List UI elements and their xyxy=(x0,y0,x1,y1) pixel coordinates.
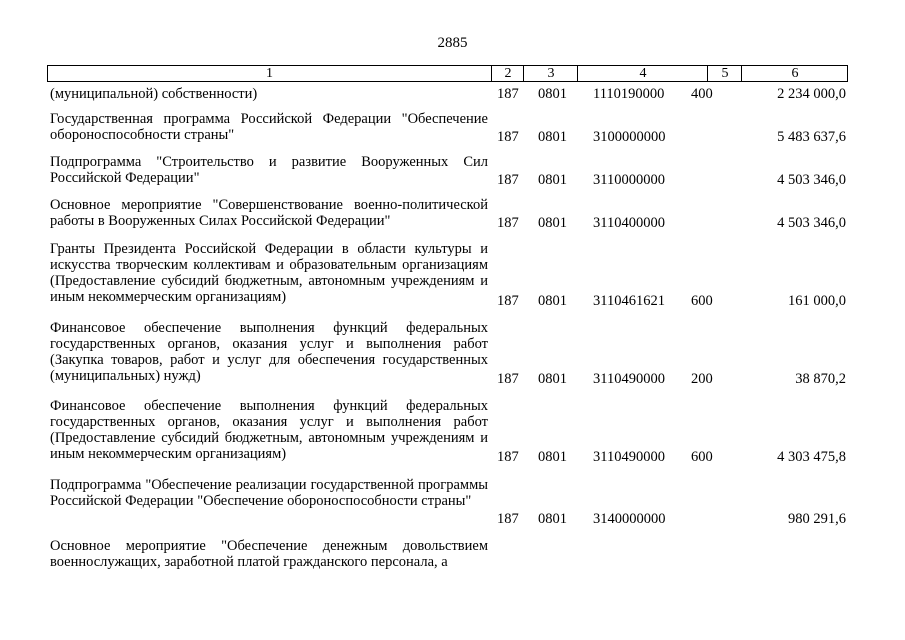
cell-col5: 600 xyxy=(691,293,713,309)
row-description: Основное мероприятие "Обеспечение денежным довольствием военнослужащих, заработной платой гражданского персонала, а xyxy=(50,538,488,570)
column-header-4: 4 xyxy=(577,66,708,81)
cell-col6: 4 503 346,0 xyxy=(777,215,846,231)
row-description: Финансовое обеспечение выполнения функций федеральных государственных органов, оказания услуг и выполнения работ (Закупка товаров, работ и услуг для обеспечения государственных (муниципальных) нужд) xyxy=(50,320,488,384)
cell-col3: 0801 xyxy=(538,129,567,145)
row-description: (муниципальной) собственности) xyxy=(50,86,258,102)
page-number: 2885 xyxy=(437,35,468,51)
cell-col3: 0801 xyxy=(538,511,567,527)
cell-col6: 161 000,0 xyxy=(788,293,846,309)
cell-col4: 3110490000 xyxy=(593,371,665,387)
cell-col2: 187 xyxy=(497,172,519,188)
cell-col4: 1110190000 xyxy=(593,86,665,102)
cell-col5: 400 xyxy=(691,86,713,102)
column-header-5: 5 xyxy=(707,66,742,81)
cell-col5: 200 xyxy=(691,371,713,387)
cell-col2: 187 xyxy=(497,129,519,145)
cell-col3: 0801 xyxy=(538,371,567,387)
cell-col2: 187 xyxy=(497,371,519,387)
column-header-2: 2 xyxy=(491,66,524,81)
column-header-6: 6 xyxy=(741,66,848,81)
cell-col3: 0801 xyxy=(538,449,567,465)
cell-col6: 38 870,2 xyxy=(795,371,846,387)
cell-col6: 2 234 000,0 xyxy=(777,86,846,102)
row-description: Государственная программа Российской Федерации "Обеспечение обороноспособности страны" xyxy=(50,111,488,143)
cell-col6: 5 483 637,6 xyxy=(777,129,846,145)
cell-col3: 0801 xyxy=(538,172,567,188)
row-description: Финансовое обеспечение выполнения функций федеральных государственных органов, оказания услуг и выполнения работ (Предоставление субсидий бюджетным, автономным учреждениям и иным некоммерческим организациям) xyxy=(50,398,488,462)
cell-col4: 3140000000 xyxy=(593,511,666,527)
cell-col4: 3100000000 xyxy=(593,129,666,145)
column-header-1: 1 xyxy=(266,66,273,81)
cell-col6: 980 291,6 xyxy=(788,511,846,527)
cell-col5: 600 xyxy=(691,449,713,465)
cell-col6: 4 503 346,0 xyxy=(777,172,846,188)
cell-col3: 0801 xyxy=(538,293,567,309)
column-header-3: 3 xyxy=(523,66,578,81)
cell-col6: 4 303 475,8 xyxy=(777,449,846,465)
cell-col3: 0801 xyxy=(538,215,567,231)
cell-col2: 187 xyxy=(497,449,519,465)
table-header xyxy=(47,65,848,82)
row-description: Основное мероприятие "Совершенствование военно-политической работы в Вооруженных Силах Российской Федерации" xyxy=(50,197,488,229)
cell-col2: 187 xyxy=(497,293,519,309)
cell-col4: 3110000000 xyxy=(593,172,665,188)
cell-col3: 0801 xyxy=(538,86,567,102)
cell-col4: 3110490000 xyxy=(593,449,665,465)
cell-col2: 187 xyxy=(497,86,519,102)
cell-col2: 187 xyxy=(497,511,519,527)
cell-col4: 3110461621 xyxy=(593,293,665,309)
row-description: Подпрограмма "Строительство и развитие Вооруженных Сил Российской Федерации" xyxy=(50,154,488,186)
cell-col4: 3110400000 xyxy=(593,215,665,231)
cell-col2: 187 xyxy=(497,215,519,231)
row-description: Гранты Президента Российской Федерации в области культуры и искусства творческим коллективам и образовательным организациям (Предоставление субсидий бюджетным, автономным учреждениям и иным некоммерческим организациям) xyxy=(50,241,488,305)
row-description: Подпрограмма "Обеспечение реализации государственной программы Российской Федерации "Обеспечение обороноспособности страны" xyxy=(50,477,488,509)
